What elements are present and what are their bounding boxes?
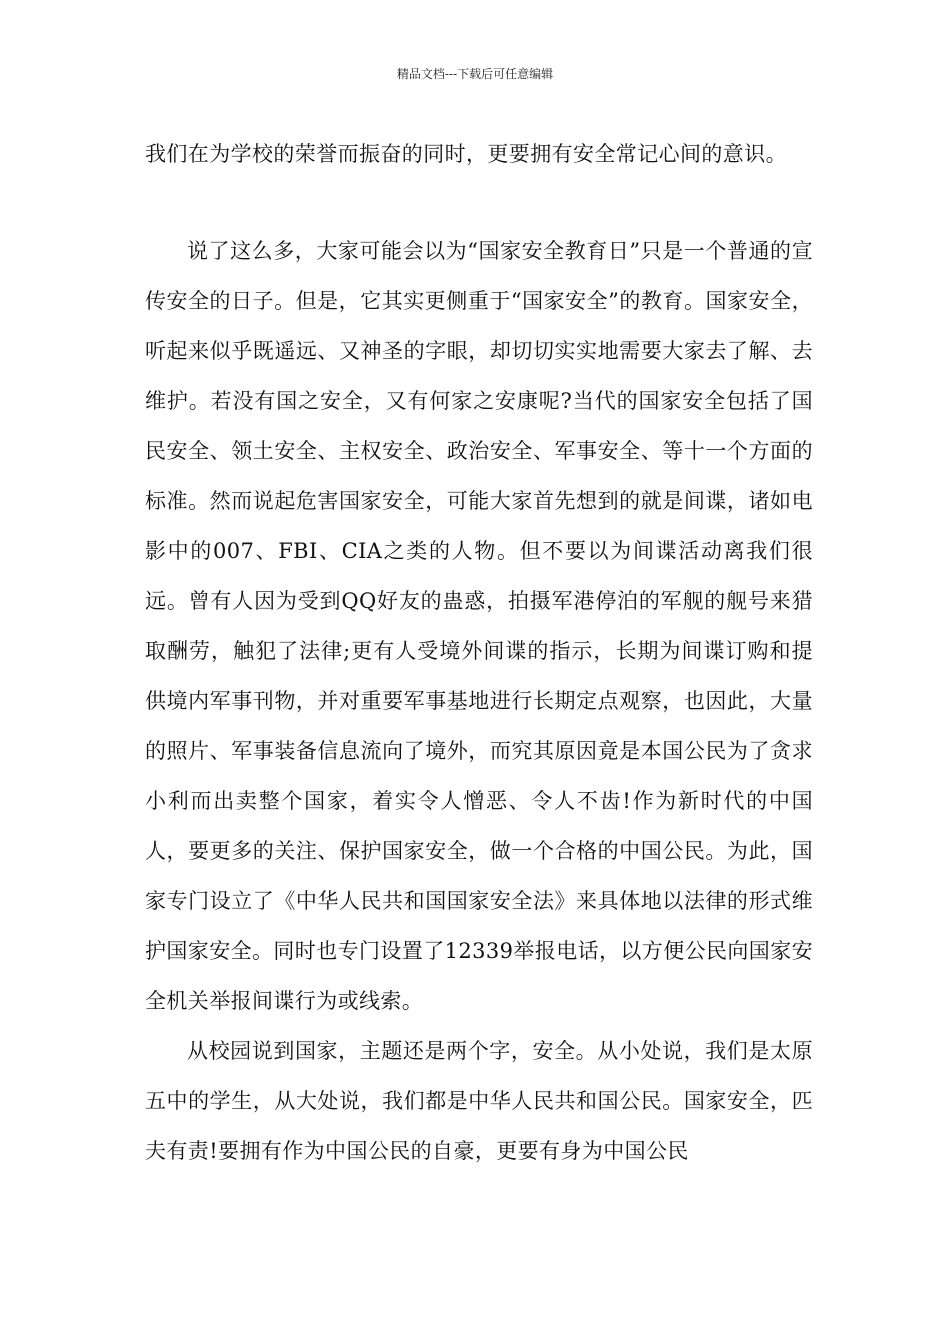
lead-line: 我们在为学校的荣誉而振奋的同时，更要拥有安全常记心间的意识。 [145,142,787,166]
page-header: 精品文档---下载后可任意编辑 [396,67,554,81]
paragraph-national-security: 说了这么多，大家可能会以为“国家安全教育日”只是一个普通的宣传安全的日子。但是，它其实更侧重于“国家安全”的教育。国家安全，听起来似乎既遥远、又神圣的字眼，却切切实实地需要大家去了解、去维护。若没有国之安全，又有何家之安康呢?当代的国家安全包括了国民安全、领土安全、主权安全、政治安全、军事安全、等十一个方面的标准。然而说起危害国家安全，可能大家首先想到的就是间谍，诸如电影中的007、FBI、CIA之类的人物。但不要以为间谍活动离我们很远。曾有人因为受到QQ好友的蛊惑，拍摄军港停泊的军舰的舰号来猎取酬劳，触犯了法律;更有人受境外间谍的指示，长期为间谍订购和提供境内军事刊物，并对重要军事基地进行长期定点观察，也因此，大量的照片、军事装备信息流向了境外，而究其原因竟是本国公民为了贪求小利而出卖整个国家，着实令人憎恶、令人不齿!作为新时代的中国人，要更多的关注、保护国家安全，做一个合格的中国公民。为此，国家专门设立了《中华人民共和国国家安全法》来具体地以法律的形式维护国家安全。同时也专门设置了12339举报电话，以方便公民向国家安全机关举报间谍行为或线索。 [145,239,814,1013]
body-paragraphs [145,226,813,1176]
paragraph-campus-to-nation: 从校园说到国家，主题还是两个字，安全。从小处说，我们是太原五中的学生，从大处说，我们都是中华人民共和国公民。国家安全，匹夫有责!要拥有作为中国公民的自豪，更要有身为中国公民 [145,1039,813,1163]
